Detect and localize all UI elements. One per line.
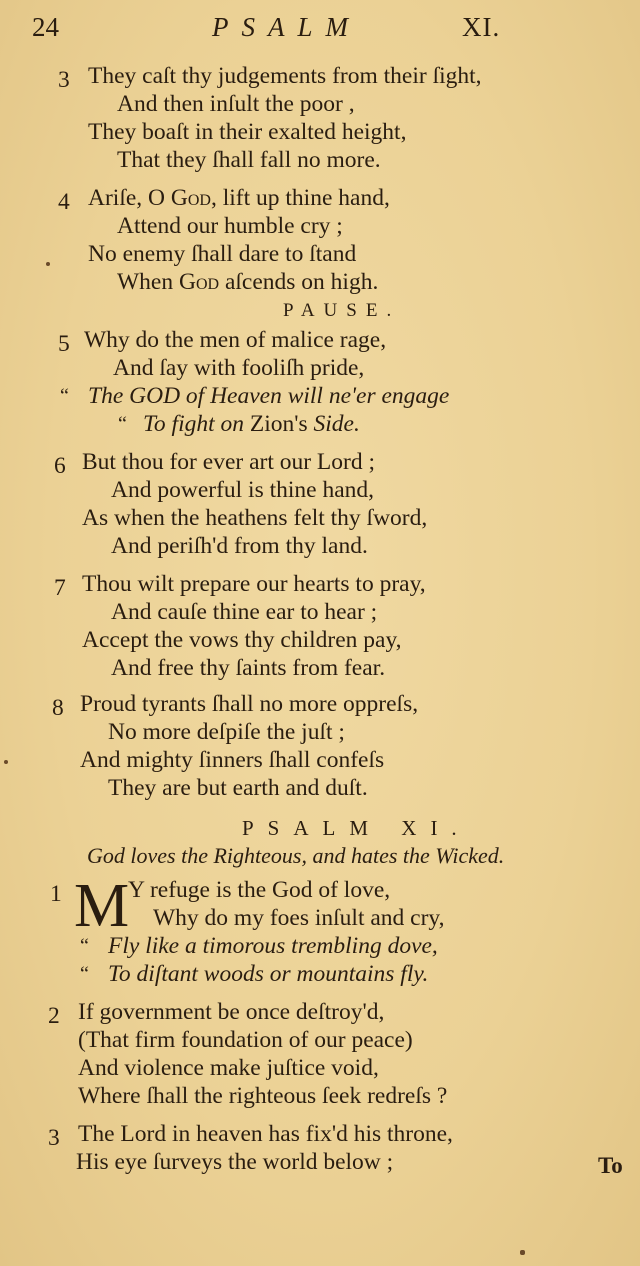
verse-line: No enemy ſhall dare to ſtand (88, 241, 357, 267)
stanza-number: 3 (58, 67, 70, 93)
verse-line: No more deſpiſe the juſt ; (108, 719, 345, 745)
quote-mark: “ (80, 963, 89, 985)
verse-line: As when the heathens felt thy ſword, (82, 505, 428, 531)
verse-line: Y refuge is the God of love, (128, 877, 391, 903)
pause-marker: PAUSE. (283, 300, 401, 321)
verse-line: And mighty ſinners ſhall confeſs (80, 747, 385, 773)
verse-line: They are but earth and duſt. (108, 775, 368, 801)
verse-line: Where ſhall the righteous ſeek redreſs ? (78, 1083, 448, 1109)
verse-line: Thou wilt prepare our hearts to pray, (82, 571, 426, 597)
verse-line: Attend our humble cry ; (117, 213, 343, 239)
stanza-number: 4 (58, 189, 70, 215)
quote-mark: “ (60, 385, 69, 407)
verse-line: If government be once deſtroy'd, (78, 999, 385, 1025)
stanza-number: 5 (58, 331, 70, 357)
verse-line-quoted: To fight on Zion's Side. (143, 411, 360, 437)
verse-line: And cauſe thine ear to hear ; (111, 599, 378, 625)
verse-line: Why do the men of malice rage, (84, 327, 387, 353)
verse-line: Why do my foes inſult and cry, (153, 905, 445, 931)
verse-line: The Lord in heaven has fix'd his throne, (78, 1121, 453, 1147)
verse-line: They caſt thy judgements from their ſight, (88, 63, 482, 89)
verse-line: But thou for ever art our Lord ; (82, 449, 376, 475)
quote-mark: “ (80, 935, 89, 957)
running-head-numeral: XI. (462, 12, 501, 42)
verse-line: (That firm foundation of our peace) (78, 1027, 413, 1053)
verse-line: And powerful is thine hand, (111, 477, 375, 503)
verse-line: And periſh'd from thy land. (111, 533, 368, 559)
stanza-number: 2 (48, 1003, 60, 1029)
verse-line: And then inſult the poor , (117, 91, 355, 117)
verse-line: Ariſe, O God, lift up thine hand, (88, 185, 390, 211)
running-head: PSALM (212, 12, 361, 42)
verse-line: Accept the vows thy children pay, (82, 627, 402, 653)
verse-line: Proud tyrants ſhall no more oppreſs, (80, 691, 419, 717)
verse-line: His eye ſurveys the world below ; (76, 1149, 394, 1175)
quote-mark: “ (118, 413, 127, 435)
verse-line-quoted: To diſtant woods or mountains fly. (108, 961, 429, 987)
stanza-number: 1 (50, 881, 62, 907)
verse-line: And free thy ſaints from fear. (111, 655, 386, 681)
paper-speck (520, 1250, 525, 1255)
stanza-number: 8 (52, 695, 64, 721)
page-number: 24 (32, 12, 59, 42)
paper-speck (46, 262, 50, 266)
psalm-heading: PSALM XI. (242, 816, 471, 840)
verse-line: That they ſhall fall no more. (117, 147, 381, 173)
stanza-number: 3 (48, 1125, 60, 1151)
stanza-number: 6 (54, 453, 66, 479)
verse-line: And ſay with fooliſh pride, (113, 355, 365, 381)
verse-line-quoted: Fly like a timorous trembling dove, (108, 933, 438, 959)
stanza-number: 7 (54, 575, 66, 601)
psalm-subtitle: God loves the Righteous, and hates the Wicked. (87, 843, 505, 868)
page-header (0, 8, 640, 48)
verse-line: And violence make juſtice void, (78, 1055, 379, 1081)
drop-capital: M (74, 872, 130, 940)
catchword: To (598, 1153, 623, 1178)
paper-speck (4, 760, 8, 764)
verse-line: They boaſt in their exalted height, (88, 119, 407, 145)
verse-line: When God aſcends on high. (117, 269, 379, 295)
verse-line-quoted: The GOD of Heaven will ne'er engage (88, 383, 450, 409)
